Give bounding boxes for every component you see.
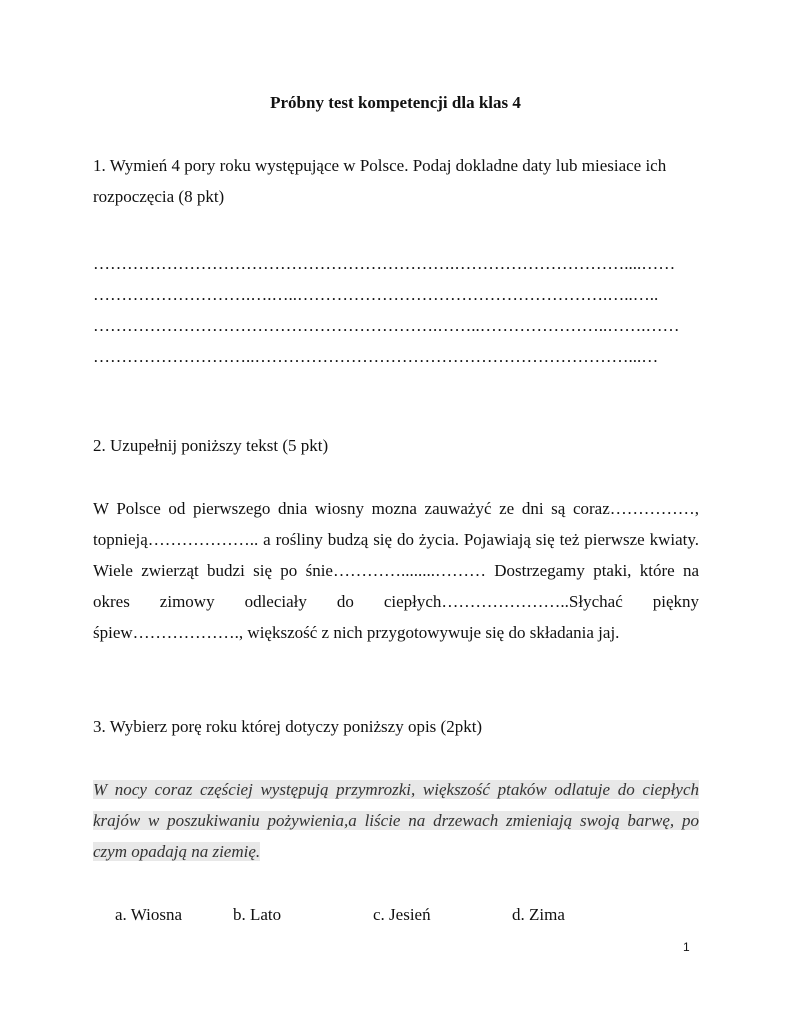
question-1: 1. Wymień 4 pory roku występujące w Polsce. Podaj dokladne daty lub miesiace ich rozpoczęcia (8 pkt): [93, 156, 667, 206]
page-title: Próbny test kompetencji dla klas 4: [270, 93, 521, 112]
question-2: 2. Uzupełnij poniższy tekst (5 pkt): [93, 436, 329, 455]
answer-line: ……………………….….…..……………………………………………….…..…..: [93, 285, 659, 304]
page-number: 1: [683, 940, 690, 954]
answer-lines-1: [93, 248, 699, 372]
answer-line: ………………………..…………………………………………………………...…: [93, 347, 659, 366]
option-a: a. Wiosna: [115, 905, 182, 924]
quote-text: W nocy coraz częściej występują przymrozki, większość ptaków odlatuje do ciepłych krajów w poszukiwaniu pożywienia,a liście na drzewach zmieniają swoją barwę, po czym opadają na ziemię.: [93, 780, 699, 861]
fill-in-paragraph: W Polsce od pierwszego dnia wiosny mozna zauważyć ze dni są coraz……………, topnieją……………….. a rośliny budzą się do życia. Pojawiają się też pierwsze kwiaty. Wiele zwierząt budzi się po śnie…………........……… Dostrzegamy ptaki, które na okres zimowy odleciały do ciepłych…………………..Słychać piękny śpiew………………., większość z nich przygotowywuje się do składania jaj.: [93, 499, 699, 642]
question-3: 3. Wybierz porę roku której dotyczy poniższy opis (2pkt): [93, 717, 483, 736]
option-c: c. Jesień: [373, 905, 431, 924]
option-b: b. Lato: [233, 905, 282, 924]
answer-options: [93, 899, 699, 930]
answer-line: …………………………………………………….……..…………………..…….……: [93, 316, 680, 335]
option-d: d. Zima: [512, 905, 565, 924]
answer-line: ……………………………………………………….…………………………....……: [93, 254, 676, 273]
description-quote: [93, 774, 699, 867]
